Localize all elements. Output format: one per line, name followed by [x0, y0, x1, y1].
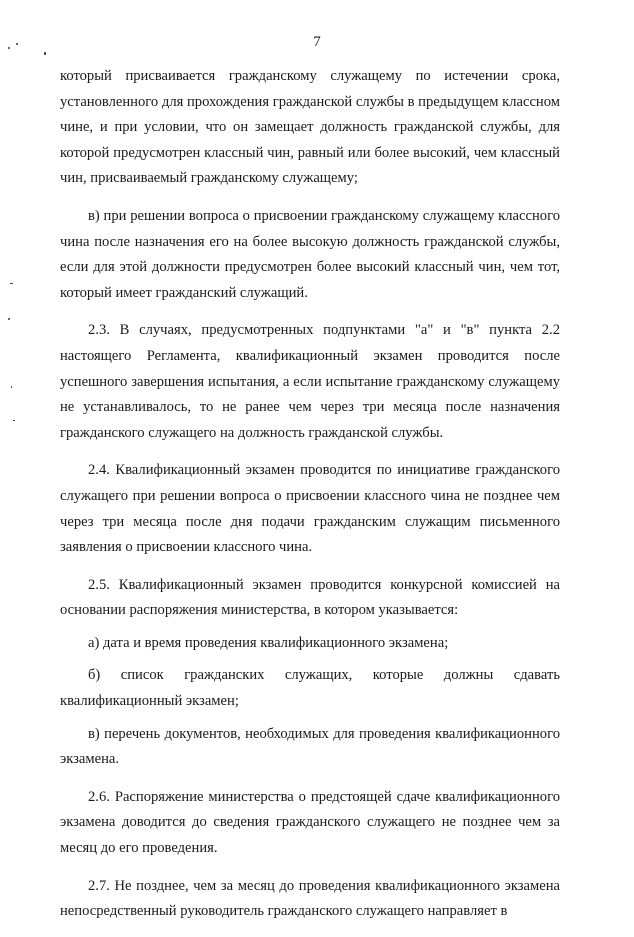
scan-speck — [8, 318, 10, 320]
paragraph-2-4: 2.4. Квалификационный экзамен проводится по инициативе гражданского служащего при решении вопроса о присвоении классного чина не позднее чем через три месяца после дня подачи гражданским служащим письменного заявления о присвоении классного чина. — [60, 462, 560, 556]
scan-speck — [10, 283, 13, 284]
paragraph-2-3: 2.3. В случаях, предусмотренных подпунктами "а" и "в" пункта 2.2 настоящего Регламента, квалификационный экзамен проводится после успешного завершения испытания, а если испытание гражданскому служащему не устанавливалось, то не ранее чем через три месяца после назначения гражданского служащего на должность гражданской службы. — [60, 322, 560, 441]
list-item-b: б) список гражданских служащих, которые должны сдавать квалификационный экзамен; — [60, 667, 560, 710]
scan-speck — [11, 386, 12, 388]
page-number: 7 — [313, 34, 321, 50]
paragraph-2-5: 2.5. Квалификационный экзамен проводится конкурсной комиссией на основании распоряжения министерства, в котором указывается: — [60, 576, 560, 619]
document-body — [60, 64, 560, 937]
paragraph-subitem-v: в) при решении вопроса о присвоении гражданскому служащему классного чина после назначения его на более высокую должность гражданской службы, если для этой должности предусмотрен более высокий классный чин, чем тот, который имеет гражданский служащий. — [60, 207, 560, 301]
paragraph-2-6: 2.6. Распоряжение министерства о предстоящей сдаче квалификационного экзамена доводится до сведения гражданского служащего не позднее чем за месяц до его проведения. — [60, 788, 560, 857]
scan-speck — [13, 420, 15, 421]
list-item-v: в) перечень документов, необходимых для проведения квалификационного экзамена. — [60, 725, 560, 768]
scan-speck — [44, 52, 46, 55]
paragraph-continuation: который присваивается гражданскому служащему по истечении срока, установленного для прохождения гражданской службы в предыдущем классном чине, и при условии, что он замещает должность гражданской службы, для которой предусмотрен классный чин, равный или более высокий, чем классный чин, присваиваемый гражданскому служащему; — [60, 68, 560, 187]
list-item-a: а) дата и время проведения квалификационного экзамена; — [88, 634, 449, 651]
paragraph-2-7: 2.7. Не позднее, чем за месяц до проведения квалификационного экзамена непосредственный руководитель гражданского служащего направляет в — [60, 877, 560, 920]
